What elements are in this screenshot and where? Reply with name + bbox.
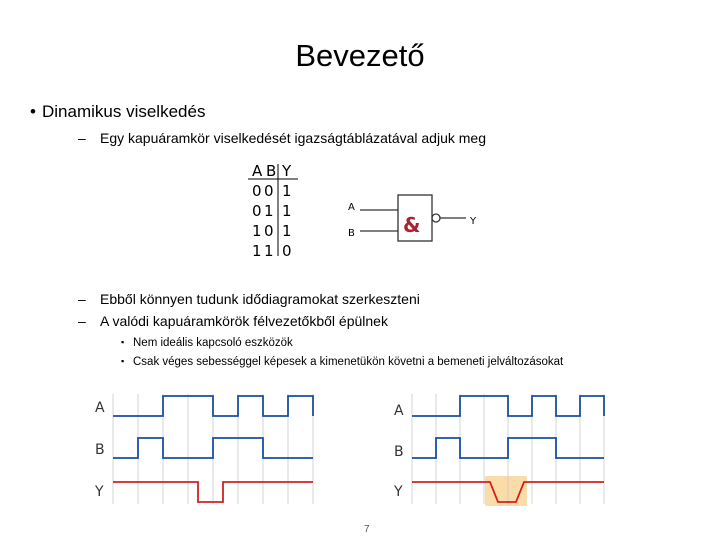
- dash-icon: –: [78, 313, 86, 329]
- bullet-dynamic-behavior: [30, 102, 206, 122]
- timing-label-a: A: [394, 403, 404, 419]
- sub-bullet-timing: [78, 291, 420, 307]
- signal-b-waveform: [412, 438, 604, 458]
- timing-label-b: B: [95, 442, 105, 458]
- sub-bullet-semiconductor: [78, 313, 388, 329]
- tt-header-a: A: [252, 162, 263, 180]
- tt-header-y: Y: [282, 162, 292, 180]
- tt-r1-b: 1: [264, 202, 274, 220]
- sub-sub-bullet-text: Nem ideális kapcsoló eszközök: [133, 337, 293, 349]
- gate-inversion-bubble: [432, 214, 440, 222]
- timing-diagram-real: [390, 390, 620, 508]
- truth-table-and-gate: [240, 160, 500, 260]
- tt-r0-y: 1: [282, 182, 292, 200]
- tt-r3-b: 1: [264, 242, 274, 260]
- bullet-square-icon: ▪: [121, 356, 125, 366]
- sub-bullet-truth-table: [78, 130, 486, 146]
- bullet-dot-icon: •: [30, 102, 36, 121]
- signal-b-waveform: [113, 438, 313, 458]
- sub-bullet-text: Ebből könnyen tudunk idődiagramokat szerkeszteni: [100, 291, 420, 307]
- timing-label-a: A: [95, 400, 105, 416]
- slide-title: Bevezető: [295, 38, 425, 73]
- dash-icon: –: [78, 130, 86, 146]
- dash-icon: –: [78, 291, 86, 307]
- gate-label-a: A: [348, 202, 355, 213]
- tt-r2-y: 1: [282, 222, 292, 240]
- tt-r0-a: 0: [252, 182, 262, 200]
- timing-label-y: Y: [95, 484, 104, 500]
- timing-diagram-ideal: [90, 390, 330, 508]
- tt-r1-a: 0: [252, 202, 262, 220]
- tt-header-b: B: [266, 162, 277, 180]
- sub-bullet-text: A valódi kapuáramkörök félvezetőkből épülnek: [100, 313, 388, 329]
- sub-bullet-text: Egy kapuáramkör viselkedését igazságtáblázatával adjuk meg: [100, 130, 486, 146]
- gate-and-symbol: &: [403, 213, 421, 237]
- gate-label-y: Y: [470, 216, 477, 227]
- sub-sub-bullet-text: Csak véges sebességgel képesek a kimenetükön követni a bemeneti jelváltozásokat: [133, 356, 564, 368]
- tt-r2-a: 1: [252, 222, 262, 240]
- sub-sub-bullet-finite-speed: [121, 356, 564, 368]
- tt-r3-y: 0: [282, 242, 292, 260]
- gate-label-b: B: [348, 228, 355, 239]
- truth-table: [248, 162, 298, 260]
- tt-r0-b: 0: [264, 182, 274, 200]
- nand-gate: [348, 195, 477, 241]
- page-number: 7: [364, 524, 370, 535]
- sub-sub-bullet-nonideal: [121, 337, 293, 349]
- signal-a-waveform: [412, 396, 604, 416]
- signal-a-waveform: [113, 396, 313, 416]
- tt-r1-y: 1: [282, 202, 292, 220]
- tt-r2-b: 0: [264, 222, 274, 240]
- bullet-square-icon: ▪: [121, 337, 125, 347]
- timing-label-y: Y: [394, 484, 403, 500]
- bullet-text: Dinamikus viselkedés: [42, 102, 206, 121]
- tt-r3-a: 1: [252, 242, 262, 260]
- timing-label-b: B: [394, 444, 404, 460]
